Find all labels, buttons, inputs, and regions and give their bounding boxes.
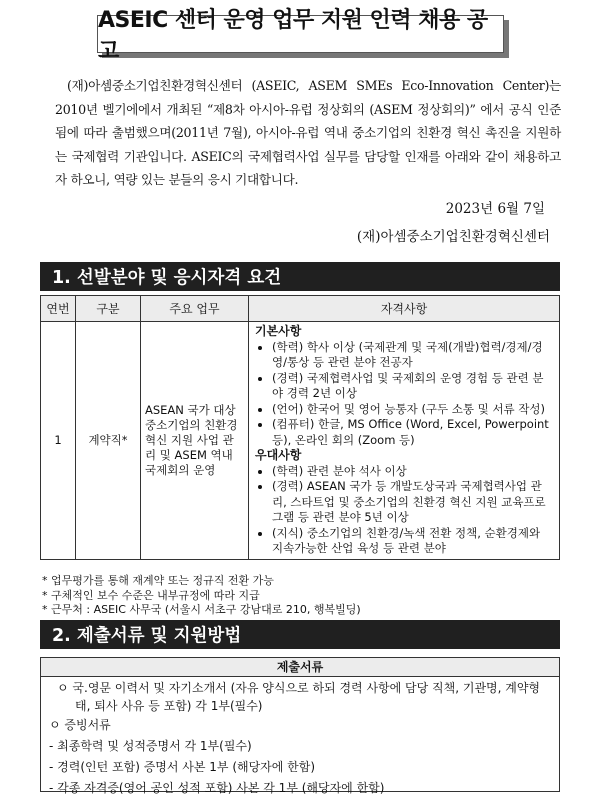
intro-text: (재)아셈중소기업친환경혁신센터 (ASEIC, ASEM SMEs Eco-Innovation Center)는 2010년 벨기에에서 개최된 “제8차 아시아-유럽 정상회의 (ASEM 정상회의)” 에서 공식 인준됨에 따라 출범했으며(2011년 7월), 아시아-유럽 역내 중소기업의 친환경 혁신 촉진을 지원하는 국제협력 기관입니다. ASEIC의 국제협력사업 실무를 담당할 인재를 아래와 같이 채용하고자 하오니, 역량 있는 분들의 응시 기대합니다. <box>55 78 561 187</box>
col-header-duty: 주요 업무 <box>141 296 249 322</box>
list-item: • (학력) 관련 분야 석사 이상 <box>272 464 553 480</box>
requirements-table <box>40 295 560 560</box>
basic-requirements-heading: 기본사항 <box>255 324 302 338</box>
footnote: * 구체적인 보수 수준은 내부규정에 따라 지급 <box>42 588 260 602</box>
footnote: * 업무평가를 통해 재계약 또는 정규직 전환 가능 <box>42 574 274 587</box>
list-item: • (경력) ASEAN 국가 등 개발도상국과 국제협력사업 관리, 스타트업 및 중소기업의 친환경 혁신 지원 교육프로그램 등 관련 분야 5년 이상 <box>272 479 553 526</box>
footnote: * 근무처 : ASEIC 사무국 (서울시 서초구 강남대로 210, 행복빌딩) <box>42 603 361 616</box>
section-2-header <box>40 620 560 649</box>
row-type: 계약직* <box>76 322 141 560</box>
footnotes <box>42 574 361 618</box>
documents-box <box>40 657 560 795</box>
intro-paragraph <box>55 74 561 192</box>
preferred-requirements-heading: 우대사항 <box>255 448 302 462</box>
notice-title <box>97 8 504 64</box>
list-item: • (컴퓨터) 한글, MS Office (Word, Excel, Powerpoint 등), 온라인 회의 (Zoom 등) <box>272 417 553 448</box>
col-header-no: 연번 <box>41 296 76 322</box>
list-item: • (경력) 국제협력사업 및 국제회의 운영 경험 등 관련 분야 경력 2년 이상 <box>272 371 553 402</box>
preferred-requirements-list <box>255 464 553 557</box>
basic-requirements-list <box>255 340 553 449</box>
document-subitem: - 최종학력 및 성적증명서 각 1부(필수) <box>49 739 252 753</box>
notice-date: 2023년 6월 7일 <box>445 201 545 217</box>
section-2-title: 2. 제출서류 및 지원방법 <box>52 626 242 646</box>
section-1-title: 1. 선발분야 및 응시자격 요건 <box>52 268 282 288</box>
table-row <box>41 322 560 560</box>
col-header-type: 구분 <box>76 296 141 322</box>
table-header-row <box>41 296 560 322</box>
document-item: ㅇ 증빙서류 <box>49 718 111 732</box>
organization-name: (재)아셈중소기업친환경혁신센터 <box>356 229 550 245</box>
documents-list <box>41 677 559 801</box>
row-duty: ASEAN 국가 대상 중소기업의 친환경 혁신 지원 사업 관리 및 ASEM 역내 국제회의 운영 <box>141 322 249 560</box>
document-subitem: - 각종 자격증(영어 공인 성적 포함) 사본 각 1부 (해당자에 한함) <box>49 781 385 795</box>
list-item: • (지식) 중소기업의 친환경/녹색 전환 정책, 순환경제와 지속가능한 산업 육성 등 관련 분야 <box>272 526 553 557</box>
document-item: ㅇ 국.영문 이력서 및 자기소개서 (자유 양식으로 하되 경력 사항에 담당 직책, 기관명, 계약형태, 퇴사 사유 등 포함) 각 1부(필수) <box>57 681 541 713</box>
list-item: • (언어) 한국어 및 영어 능통자 (구두 소통 및 서류 작성) <box>272 402 553 418</box>
row-qualification <box>249 322 560 560</box>
col-header-qualification: 자격사항 <box>249 296 560 322</box>
notice-title-text: ASEIC 센터 운영 업무 지원 인력 채용 공고 <box>98 8 488 64</box>
list-item: • (학력) 학사 이상 (국제관계 및 국제(개발)협력/경제/경영/통상 등 관련 분야 전공자 <box>272 340 553 371</box>
row-no: 1 <box>41 322 76 560</box>
documents-box-title: 제출서류 <box>41 658 559 677</box>
section-1-header <box>40 262 560 291</box>
document-subitem: - 경력(인턴 포함) 증명서 사본 1부 (해당자에 한함) <box>49 760 316 774</box>
